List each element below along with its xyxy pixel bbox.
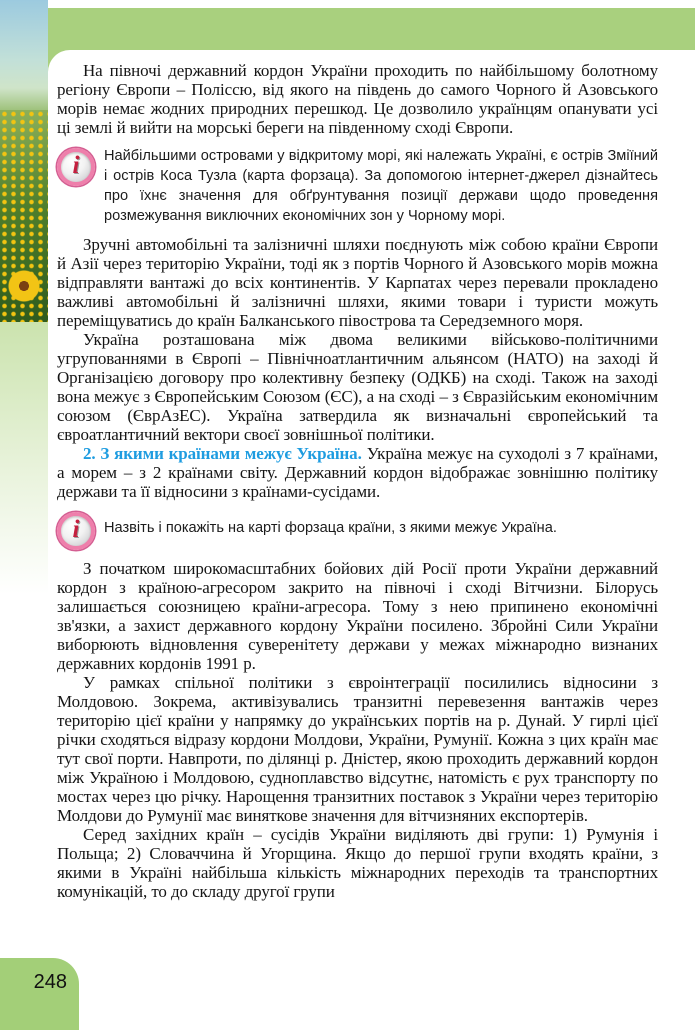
info-icon: [57, 148, 95, 186]
info-box-islands: [57, 146, 658, 226]
section-heading: 2. З якими країнами межує Україна.: [83, 444, 362, 463]
paragraph-polissia: На півночі державний кордон України проходить по найбільшому болотному регіону Європи – Поліссю, від якого на південь до самого Чорного й Азовського морів немає жодних природних перешкод. Це дозволило українцям опанувати усі ці землі й вийти на морські береги на південному сході Європи.: [57, 61, 658, 137]
info-box-text: Найбільшими островами у відкритому морі, які належать Україні, є острів Зміїний і острів Коса Тузла (карта форзаца). За допомогою інтернет-джерел дізнайтесь про їхнє значення для обґрунтування позиції держави щодо проведення розмежування виключних економічних зон у Чорному морі.: [104, 148, 658, 224]
paragraph-moldova: У рамках спільної політики з євроінтеграції посилились відносини з Молдовою. Зокрема, активізувались транзитні перевезення вантажів через територію цієї країни у напрямку до українських портів на р. Дунай. У гирлі цієї річки сходяться відразу кордони Молдови, України, Румунії. Кожна з цих країн має тут свої порти. Навпроти, по ділянці р. Дністер, якою проходить державний кордон між Україною і Молдовою, судноплавство відсутнє, натомість є рух транспорту по мостах через цю річку. Нарощення транзитних поставок з України через територію Молдови до Румунії має виняткове значення для вітчизняних експортерів.: [57, 673, 658, 825]
photo-sky: [0, 0, 48, 110]
paragraph-western-neighbours: Серед західних країн – сусідів України виділяють дві групи: 1) Румунія і Польща; 2) Словаччина й Угорщина. Якщо до першої групи входять країни, з якими в Україні найбільша кількість міжнародних переходів та транспортних комунікацій, то до складу другої групи: [57, 825, 658, 901]
paragraph-transport-routes: Зручні автомобільні та залізничні шляхи поєднують між собою країни Європи й Азії через територію України, тоді як з портів Чорного й Азовського морів можна відправляти вантажі до всіх континентів. У Карпатах через перевали прокладено важливі автомобільні й залізничні шляхи, якими товари і туристи можуть переміщуватись до країн Балканського півострова та Середземного моря.: [57, 235, 658, 330]
photo-sunflower-field: [0, 110, 48, 322]
page-content: [48, 50, 695, 1030]
paragraph-military-blocs: Україна розташована між двома великими військово-політичними угрупованнями в Європі – Північноатлантичним альянсом (НАТО) на заході й Організацією договору про колективну безпеку (ОДКБ) на сході. Також на заході вона межує з Європейським Союзом (ЄС), а на сході – з Євразійським економічним союзом (ЄврАзЕС). Україна затвердила як визначальні європейський та євроатлантичний вектори своєї зовнішньої політики.: [57, 330, 658, 444]
page-number: 248: [0, 958, 79, 1030]
section-body-text: Україна межує на суходолі з 7 країнами, а морем – з 2 країнами світу. Державний кордон відображає зовнішню політику держави та її відносини з країнами-сусідами.: [57, 444, 658, 501]
paragraph-war-border: З початком широкомасштабних бойових дій Росії проти України державний кордон з країною-агресором закрито на півночі і сході Вітчизни. Білорусь залишається союзницею країни-агресора. Тому з нею припинено економічні зв'язки, а захист державного кордону України посилено. Збройні Сили України виборюють відновлення суверенітету держави у межах міжнародно визнаних державних кордонів 1991 р.: [57, 559, 658, 673]
paragraph-section-2: [57, 444, 658, 501]
sunflower-photo: [0, 0, 48, 322]
info-box-map-task: [57, 510, 658, 550]
left-gradient-strip: [0, 322, 48, 594]
info-icon-letter: i: [72, 152, 80, 179]
info-icon: [57, 512, 95, 550]
info-icon-letter: i: [72, 516, 80, 543]
info-box-text: Назвіть і покажіть на карті форзаца країни, з якими межує Україна.: [104, 520, 557, 536]
